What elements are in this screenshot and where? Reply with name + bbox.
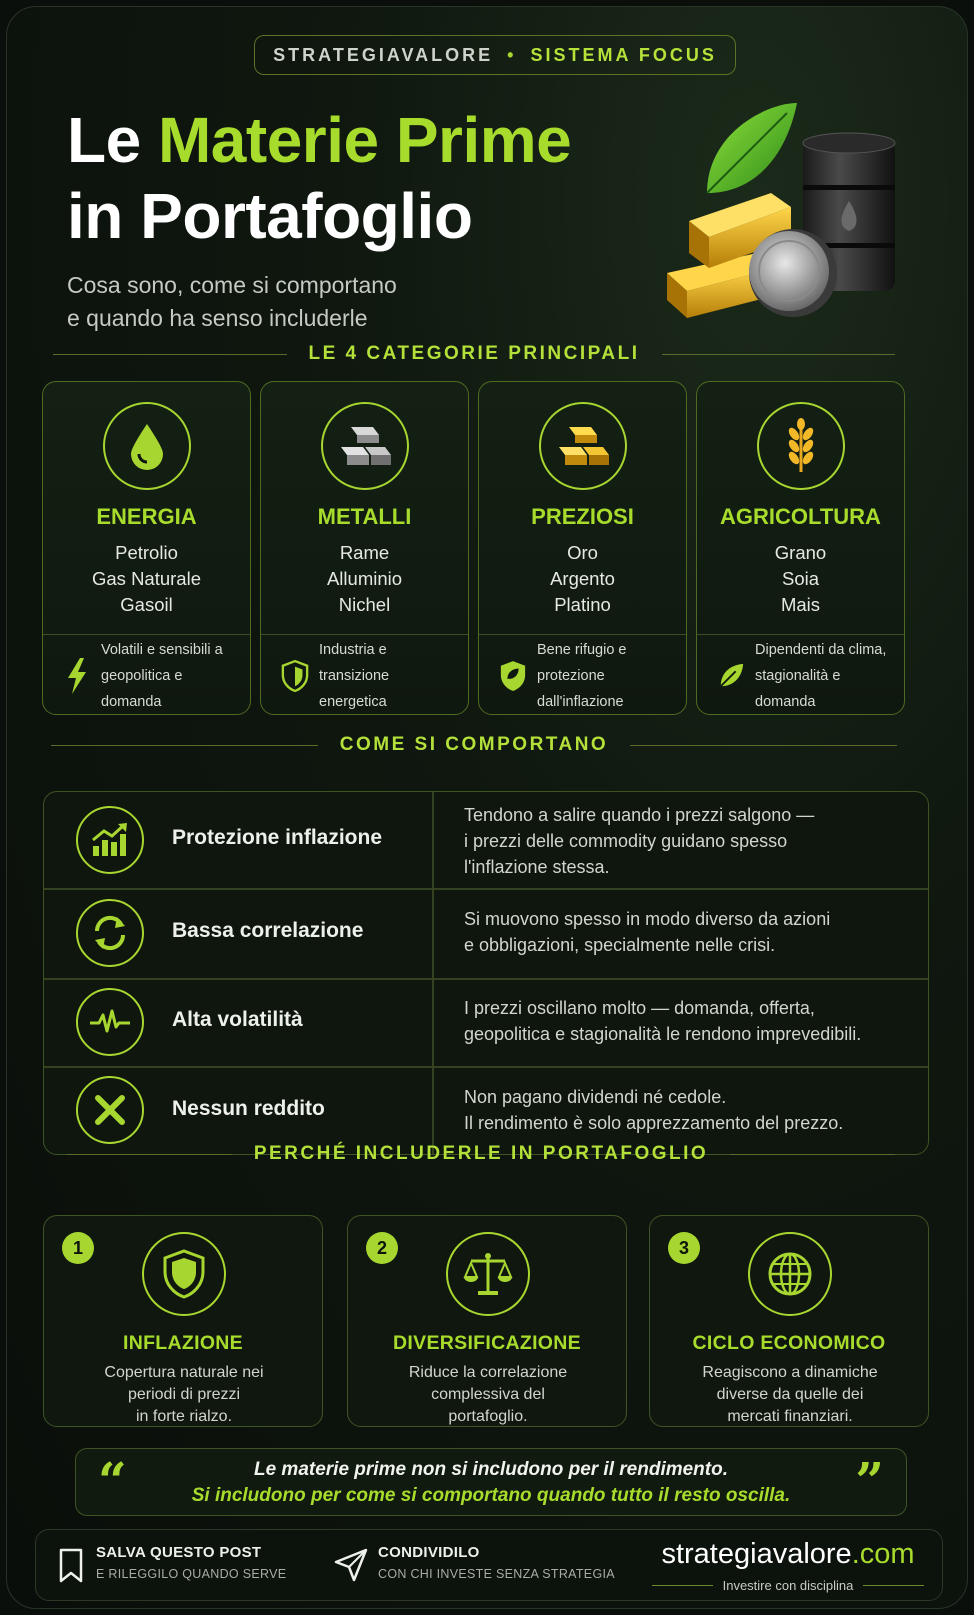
category-card-agricoltura: [696, 381, 905, 715]
desc-line: Non pagano dividendi né cedole.: [464, 1087, 727, 1107]
behavior-title: Alta volatilità: [172, 1008, 303, 1031]
note-line: Bene rifugio e protezione: [537, 641, 627, 684]
step-number: 3: [668, 1232, 700, 1264]
desc-line: Il rendimento è solo apprezzamento del prezzo.: [464, 1113, 844, 1133]
brand-separator: •: [507, 44, 517, 65]
desc-line: Si muovono spesso in modo diverso da azioni: [464, 909, 831, 929]
example-item: Argento: [550, 568, 615, 589]
why-card-inflazione: [43, 1215, 323, 1427]
why-desc: [74, 1362, 294, 1428]
desc-line: geopolitica e stagionalità le rendono imprevedibili.: [464, 1024, 862, 1044]
section-title: COME SI COMPORTANO: [339, 734, 609, 755]
brand-name: STRATEGIAVALORE: [273, 44, 494, 65]
step-number: 1: [62, 1232, 94, 1264]
category-card-preziosi: [478, 381, 687, 715]
shield-icon: [142, 1232, 226, 1316]
category-note: [479, 634, 686, 715]
silver-coin-icon: [749, 229, 837, 317]
leaf-icon: [707, 103, 797, 193]
section-heading-behavior: [51, 734, 897, 756]
category-examples: [261, 540, 468, 618]
behavior-desc: [464, 1084, 904, 1136]
open-quote-icon: “: [98, 1451, 127, 1510]
desc-line: l'inflazione stessa.: [464, 857, 610, 877]
desc-line: portafoglio.: [448, 1408, 528, 1425]
category-examples: [43, 540, 250, 618]
title-word: Le: [67, 104, 141, 176]
why-title: INFLAZIONE: [123, 1332, 243, 1354]
wheat-icon: [757, 402, 845, 490]
behavior-row: [44, 1066, 928, 1155]
category-card-energia: [42, 381, 251, 715]
section-heading-categories: [53, 343, 895, 365]
behavior-title: Bassa correlazione: [172, 919, 364, 942]
example-item: Petrolio: [115, 542, 178, 563]
desc-line: diverse da quelle dei: [716, 1386, 864, 1403]
behavior-row: [44, 978, 928, 1066]
site-logo[interactable]: [652, 1538, 924, 1571]
note-line: stagionalità e domanda: [755, 667, 841, 710]
tagline: [652, 1578, 924, 1593]
desc-line: Reagiscono a dinamiche: [702, 1364, 878, 1381]
desc-line: e obbligazioni, specialmente nelle crisi.: [464, 935, 776, 955]
behavior-desc: [464, 995, 904, 1047]
note-line: Industria e transizione: [319, 641, 390, 684]
infographic-frame: [6, 6, 968, 1609]
section-title: LE 4 CATEGORIE PRINCIPALI: [308, 343, 640, 364]
example-item: Mais: [780, 594, 821, 615]
shield-icon: [281, 659, 309, 693]
why-title: CICLO ECONOMICO: [692, 1332, 886, 1354]
example-item: Soia: [781, 568, 820, 589]
desc-line: Tendono a salire quando i prezzi salgono —: [464, 805, 815, 825]
why-desc: [680, 1362, 900, 1428]
send-icon[interactable]: [334, 1548, 368, 1587]
title-line2: in Portafoglio: [67, 180, 473, 252]
category-name: AGRICOLTURA: [720, 504, 881, 529]
example-item: Grano: [774, 542, 827, 563]
oil-drop-icon: [103, 402, 191, 490]
note-line: energetica: [319, 693, 387, 710]
category-name: PREZIOSI: [531, 504, 634, 529]
share-subtitle: CON CHI INVESTE SENZA STRATEGIA: [378, 1567, 615, 1581]
desc-line: Copertura naturale nei: [104, 1364, 264, 1381]
behavior-row: [44, 792, 928, 888]
site-tld: .com: [851, 1538, 915, 1570]
scale-icon: [446, 1232, 530, 1316]
desc-line: mercati finanziari.: [727, 1408, 853, 1425]
why-desc: [378, 1362, 598, 1428]
page-subtitle: [67, 269, 487, 335]
shield-leaf-icon: [499, 659, 527, 693]
note-line: Volatili e sensibili a: [101, 641, 223, 658]
metal-ingots-icon: [321, 402, 409, 490]
behavior-title: Nessun reddito: [172, 1097, 325, 1120]
close-quote-icon: ”: [855, 1451, 884, 1510]
commodities-illustration: [667, 93, 927, 333]
brand-pill: [254, 35, 736, 75]
category-examples: [479, 540, 686, 618]
quote-line: Le materie prime non si includono per il rendimento.: [253, 1459, 729, 1480]
note-line: dall'inflazione: [537, 693, 624, 710]
example-item: Gasoil: [120, 594, 173, 615]
desc-line: complessiva del: [431, 1386, 545, 1403]
section-heading-why: [67, 1143, 895, 1165]
globe-icon: [748, 1232, 832, 1316]
pulse-icon: [76, 988, 144, 1056]
behavior-desc: [464, 906, 904, 958]
example-item: Gas Naturale: [92, 568, 201, 589]
lightning-icon: [63, 658, 91, 694]
title-highlight: Materie Prime: [157, 104, 572, 176]
system-name: SISTEMA FOCUS: [530, 44, 717, 65]
gold-bars-icon: [539, 402, 627, 490]
category-examples: [697, 540, 904, 618]
quote-box: [75, 1448, 907, 1516]
category-note: [261, 634, 468, 715]
page-title: [67, 102, 571, 254]
tagline-text: Investire con disciplina: [722, 1578, 854, 1593]
example-item: Alluminio: [326, 568, 403, 589]
why-title: DIVERSIFICAZIONE: [393, 1332, 581, 1354]
note-line: geopolitica e domanda: [101, 667, 183, 710]
category-name: METALLI: [317, 504, 412, 529]
site-name: strategiavalore: [661, 1538, 852, 1570]
category-name: ENERGIA: [96, 504, 197, 529]
bookmark-icon[interactable]: [58, 1548, 84, 1589]
category-note: [43, 634, 250, 715]
example-item: Rame: [339, 542, 390, 563]
quote-line-highlight: Si includono per come si comportano quando tutto il resto oscilla.: [191, 1485, 791, 1506]
step-number: 2: [366, 1232, 398, 1264]
desc-line: Riduce la correlazione: [408, 1364, 568, 1381]
category-card-metalli: [260, 381, 469, 715]
why-card-ciclo-economico: [649, 1215, 929, 1427]
why-card-diversificazione: [347, 1215, 627, 1427]
leaf-icon: [717, 661, 745, 691]
desc-line: in forte rialzo.: [135, 1408, 233, 1425]
save-title[interactable]: SALVA QUESTO POST: [96, 1544, 262, 1561]
section-title: PERCHÉ INCLUDERLE IN PORTAFOGLIO: [253, 1143, 709, 1164]
example-item: Platino: [554, 594, 611, 615]
subtitle-line: e quando ha senso includerle: [67, 305, 368, 331]
footer-bar: [35, 1529, 943, 1601]
behavior-row: [44, 888, 928, 978]
example-item: Oro: [567, 542, 598, 563]
note-line: Dipendenti da clima,: [755, 641, 887, 658]
behavior-table: [43, 791, 929, 1155]
chart-up-icon: [76, 806, 144, 874]
desc-line: I prezzi oscillano molto — domanda, offerta,: [464, 998, 815, 1018]
share-title[interactable]: CONDIVIDILO: [378, 1544, 480, 1561]
desc-line: periodi di prezzi: [127, 1386, 241, 1403]
desc-line: i prezzi delle commodity guidano spesso: [464, 831, 788, 851]
example-item: Nichel: [338, 594, 391, 615]
behavior-title: Protezione inflazione: [172, 826, 383, 849]
save-subtitle: E RILEGGILO QUANDO SERVE: [96, 1567, 287, 1581]
refresh-icon: [76, 899, 144, 967]
category-note: [697, 634, 904, 715]
x-icon: [76, 1076, 144, 1144]
behavior-desc: [464, 802, 904, 880]
subtitle-line: Cosa sono, come si comportano: [67, 272, 397, 298]
